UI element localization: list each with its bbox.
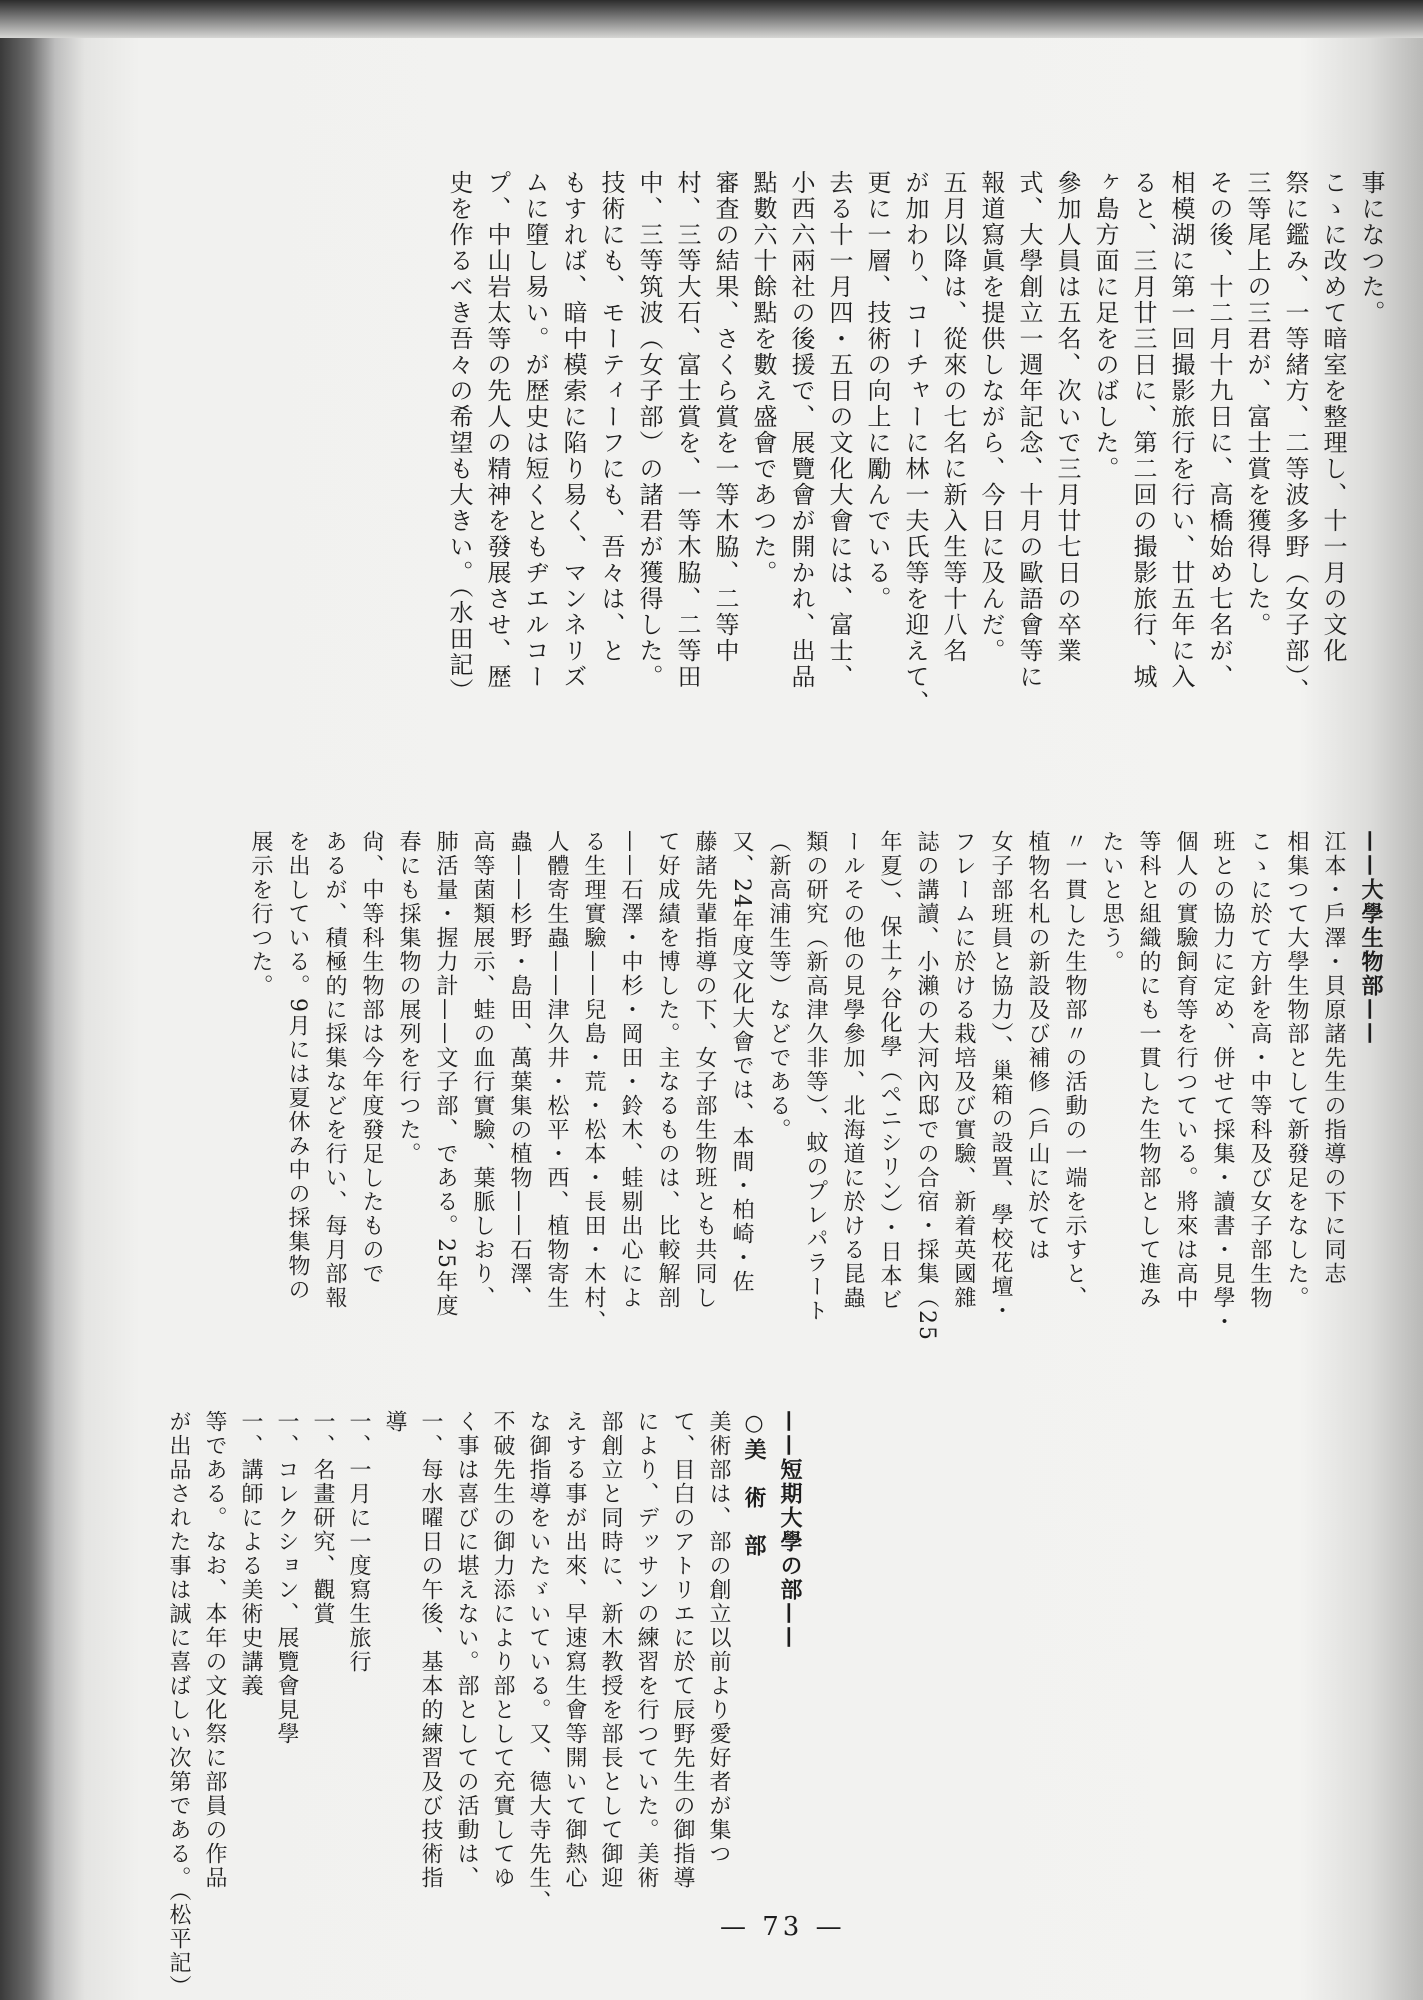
text-line: 植物名札の新設及び補修（戶山に於ては [1025,830,1050,1262]
text-line: 技術にも、モーティーフにも、吾々は、と [597,170,625,664]
text-line: る生理實驗——兒島・荒・松本・長田・木村、 [581,830,606,1334]
text-line: 蟲——杉野・島田、萬葉集の植物——石澤、 [507,830,532,1310]
text-line: な御指導をいたゞいている。又、德大寺先生、 [526,1410,551,1914]
text-line: により、デッサンの練習を行つていた。美術 [634,1410,659,1890]
text-line: こゝに於て方針を高・中等科及び女子部生物 [1247,830,1272,1310]
document-page [160,40,1390,1999]
text-line: 部創立と同時に、新木教授を部長として御迎 [598,1410,623,1890]
text-line: 一、名畫研究、觀賞 [310,1410,335,1626]
text-line: 一、每水曜日の午後、基本的練習及び技術指 [418,1410,443,1890]
text-line: ——石澤・中杉・岡田・鈴木、蛙剔出心によ [618,830,643,1310]
text-line: こゝに改めて暗室を整理し、十一月の文化 [1319,170,1347,664]
page-number: — 73 — [720,1912,846,1942]
text-line: 又、24年度文化大會では、本間・柏崎・佐 [729,830,754,1294]
text-line: 等である。なお、本年の文化祭に部員の作品 [202,1410,227,1890]
text-line: えする事が出來、早速寫生會等開いて御熱心 [562,1410,587,1890]
text-line: 村、三等大石、富士賞を、一等木脇、二等田 [673,170,701,690]
text-line: 三等尾上の三君が、富士賞を獲得した。 [1243,170,1271,638]
text-line: 事になつた。 [1357,170,1385,326]
text-line: 一、一月に一度寫生旅行 [346,1410,371,1674]
text-line: 中、三等筑波（女子部）の諸君が獲得した。 [635,170,663,690]
text-line: 式、大學創立一週年記念、十月の歐語會等に [1015,170,1043,690]
text-line: 小西六兩社の後援で、展覽會が開かれ、出品 [787,170,815,690]
text-line: 尙、中等科生物部は今年度發足したもので [359,830,384,1286]
signature: （水田記） [445,586,473,704]
section-header: ——短期大學の部—— [777,1410,803,1650]
text-line: 五月以降は、從來の七名に新入生等十八名 [939,170,967,664]
text-line: を出している。9月には夏休み中の採集物の [285,830,310,1302]
text-line: 參加人員は五名、次いで三月廿七日の卒業 [1053,170,1081,664]
text-line: が出品された事は誠に喜ばしい次第である。 [166,1410,191,1890]
text-line: 類の研究（新高津久非等）、蚊のプレパラート [803,830,828,1323]
text-line: その後、十二月十九日に、高橋始め七名が、 [1205,170,1233,690]
text-line: フレームに於ける栽培及び實驗、新着英國雜 [951,830,976,1310]
photo-article [440,170,1390,810]
scan-top-shadow [0,0,1423,38]
text-line: ールその他の見學參加、北海道に於ける昆蟲 [840,830,865,1310]
text-line: （新高浦生等）などである。 [766,830,791,1142]
text-line: 更に一層、技術の向上に勵んでいる。 [863,170,891,612]
text-line: 祭に鑑み、一等緒方、二等波多野（女子部）、 [1281,170,1309,704]
club-title: ○美 術 部 [741,1410,767,1558]
text-line: 報道寫眞を提供しながら、今日に及んだ。 [977,170,1005,664]
section-header: ——大學生物部—— [1358,830,1384,1046]
text-line: 美術部は、部の創立以前より愛好者が集つ [706,1410,731,1866]
text-line: 展示を行つた。 [248,830,273,998]
text-line: 人體寄生蟲——津久井・松平・西、植物寄生 [544,830,569,1310]
text-line: 肺活量・握力計——文子部、である。25年度 [433,830,458,1318]
text-line: 班との協力に定め、併せて採集・讀書・見學・ [1210,830,1235,1334]
signature: （松平記） [166,1890,191,1999]
text-line: が加わり、コーチャーに林一夫氏等を迎えて、 [901,170,929,716]
text-line: もすれば、暗中模索に陷り易く、マンネリズ [559,170,587,690]
text-line: 年夏）、保土ヶ谷化學（ペニシリン）・日本ビ [877,830,902,1312]
text-line: ムに墮し易い。が歴史は短くともヂエルコー [521,170,549,690]
text-line: 不破先生の御力添により部として充實してゆ [490,1410,515,1890]
text-line: 史を作るべき吾々の希望も大きい。 [445,170,473,586]
text-line: て、目白のアトリエに於て辰野先生の御指導 [670,1410,695,1890]
text-line: て好成績を博した。主なるものは、比較解剖 [655,830,680,1310]
text-line: ヶ島方面に足をのばした。 [1091,170,1119,482]
text-line: 藤諸先輩指導の下、女子部生物班とも共同し [692,830,717,1310]
text-line: プ、中山岩太等の先人の精神を發展させ、歴 [483,170,511,690]
text-line: 〃一貫した生物部〃の活動の一端を示すと、 [1062,830,1087,1310]
text-line: 一、講師による美術史講義 [238,1410,263,1698]
text-line: 女子部班員と協力）、巢箱の設置、學校花壇・ [988,830,1013,1323]
text-line: 一、コレクション、展覽會見學 [274,1410,299,1746]
text-line: 審査の結果、さくら賞を一等木脇、二等中 [711,170,739,664]
biology-article [242,830,1390,1450]
text-line: 高等菌類展示、蛙の血行實驗、葉脈しおり、 [470,830,495,1310]
text-line: く事は喜びに堪えない。部としての活動は、 [454,1410,479,1890]
text-line: 個人の實驗飼育等を行つている。將來は高中 [1173,830,1198,1310]
text-line: あるが、積極的に採集などを行い、每月部報 [322,830,347,1310]
text-line: 春にも採集物の展列を行つた。 [396,830,421,1166]
text-line: 相集つて大學生物部として新發足をなした。 [1284,830,1309,1310]
text-line: 江本・戶澤・貝原諸先生の指導の下に同志 [1321,830,1346,1286]
text-line: 等科と組織的にも一貫した生物部として進み [1136,830,1161,1310]
text-line: たいと思う。 [1099,830,1124,974]
text-line: 相模湖に第一回撮影旅行を行い、廿五年に入 [1167,170,1195,690]
text-line: 誌の講讀、小瀨の大河內邸での合宿・採集（25 [914,830,939,1342]
text-line: 導 [382,1410,407,1434]
text-line: 點數六十餘點を數え盛會であつた。 [749,170,777,586]
text-line: 去る十一月四・五日の文化大會には、富士、 [825,170,853,690]
text-line: ると、三月廿三日に、第二回の撮影旅行、城 [1129,170,1157,690]
